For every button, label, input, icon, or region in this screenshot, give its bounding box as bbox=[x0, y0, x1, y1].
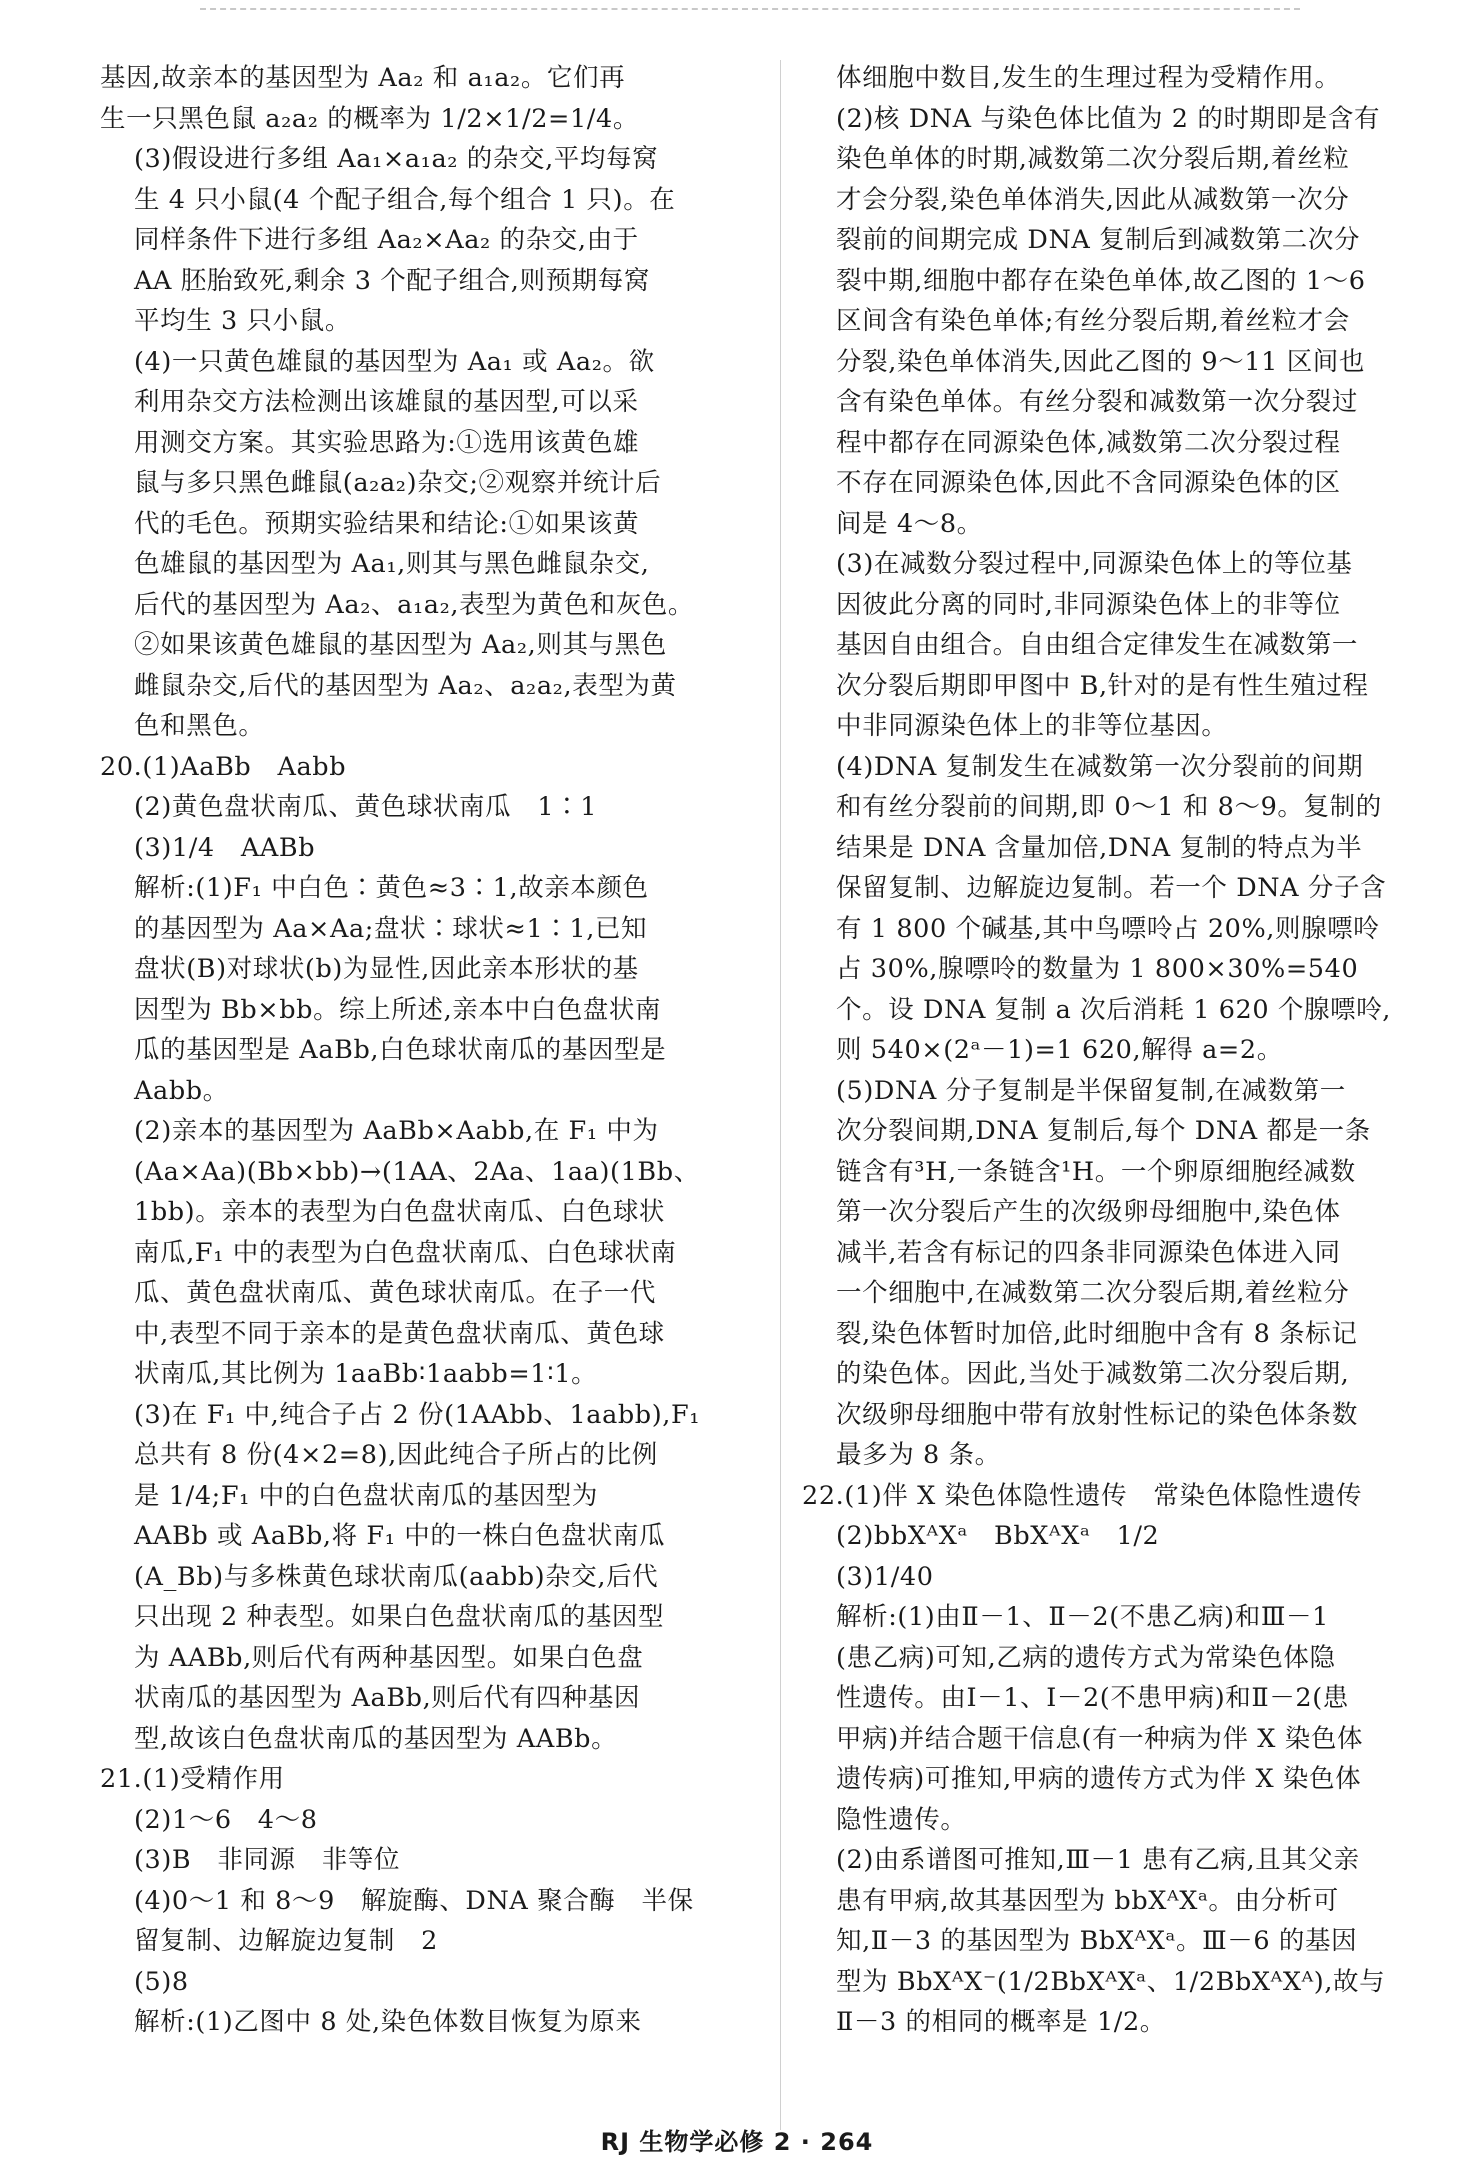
text-line: Aabb。 bbox=[134, 1075, 229, 1106]
text-line: 型,故该白色盘状南瓜的基因型为 AABb。 bbox=[134, 1723, 618, 1754]
text-line: 甲病)并结合题干信息(有一种病为伴 X 染色体 bbox=[836, 1723, 1364, 1754]
text-line: 第一次分裂后产生的次级卵母细胞中,染色体 bbox=[836, 1197, 1341, 1227]
text-line: 一个细胞中,在减数第二次分裂后期,着丝粒分 bbox=[836, 1278, 1350, 1308]
text-line: 区间含有染色单体;有丝分裂后期,着丝粒才会 bbox=[836, 306, 1350, 336]
text-line: (Aa×Aa)(Bb×bb)→(1AA、2Aa、1aa)(1Bb、 bbox=[134, 1156, 700, 1187]
text-line: (2)bbXᴬXᵃ BbXᴬXᵃ 1/2 bbox=[836, 1521, 1160, 1551]
text-line: 个。设 DNA 复制 a 次后消耗 1 620 个腺嘌呤, bbox=[836, 994, 1392, 1025]
text-line: 雌鼠杂交,后代的基因型为 Aa₂、a₂a₂,表型为黄 bbox=[134, 670, 677, 701]
text-line: AABb 或 AaBb,将 F₁ 中的一株白色盘状南瓜 bbox=[134, 1521, 666, 1551]
text-line: 用测交方案。其实验思路为:①选用该黄色雄 bbox=[134, 427, 640, 458]
text-line: (2)由系谱图可推知,Ⅲ－1 患有乙病,且其父亲 bbox=[836, 1845, 1360, 1875]
column-divider bbox=[780, 60, 781, 2130]
text-line: 结果是 DNA 含量加倍,DNA 复制的特点为半 bbox=[836, 832, 1363, 863]
text-line: ②如果该黄色雄鼠的基因型为 Aa₂,则其与黑色 bbox=[134, 630, 667, 660]
text-line: 才会分裂,染色单体消失,因此从减数第一次分 bbox=[836, 184, 1350, 215]
text-line: 因彼此分离的同时,非同源染色体上的非等位 bbox=[836, 589, 1341, 620]
text-line: 后代的基因型为 Aa₂、a₁a₂,表型为黄色和灰色。 bbox=[134, 589, 695, 620]
text-line: 分裂,染色单体消失,因此乙图的 9～11 区间也 bbox=[836, 346, 1365, 377]
text-line: 次分裂后期即甲图中 B,针对的是有性生殖过程 bbox=[836, 670, 1369, 701]
text-line: Ⅱ－3 的相同的概率是 1/2。 bbox=[836, 2007, 1166, 2037]
text-line: 中,表型不同于亲本的是黄色盘状南瓜、黄色球 bbox=[134, 1318, 665, 1349]
text-line: (3)在 F₁ 中,纯合子占 2 份(1AAbb、1aabb),F₁ bbox=[134, 1399, 701, 1430]
text-line: 生一只黑色鼠 a₂a₂ 的概率为 1/2×1/2=1/4。 bbox=[100, 103, 639, 134]
text-line: 留复制、边解旋边复制 2 bbox=[134, 1926, 438, 1956]
text-line: 次分裂间期,DNA 复制后,每个 DNA 都是一条 bbox=[836, 1116, 1371, 1146]
text-line: 裂,染色体暂时加倍,此时细胞中含有 8 条标记 bbox=[836, 1318, 1358, 1349]
text-line: 的染色体。因此,当处于减数第二次分裂后期, bbox=[836, 1359, 1350, 1389]
text-line: AA 胚胎致死,剩余 3 个配子组合,则预期每窝 bbox=[134, 265, 650, 296]
text-line: (2)核 DNA 与染色体比值为 2 的时期即是含有 bbox=[836, 103, 1381, 134]
right-text-column bbox=[802, 58, 1424, 2043]
text-line: 只出现 2 种表型。如果白色盘状南瓜的基因型 bbox=[134, 1602, 665, 1632]
text-line: 隐性遗传。 bbox=[836, 1804, 967, 1835]
text-line: (3)在减数分裂过程中,同源染色体上的等位基 bbox=[836, 549, 1353, 579]
text-line: 则 540×(2ᵃ－1)=1 620,解得 a=2。 bbox=[836, 1035, 1283, 1065]
text-line: 体细胞中数目,发生的生理过程为受精作用。 bbox=[836, 63, 1341, 93]
text-line: 含有染色单体。有丝分裂和减数第一次分裂过 bbox=[836, 387, 1359, 417]
text-line: (4)0～1 和 8～9 解旋酶、DNA 聚合酶 半保 bbox=[134, 1885, 694, 1916]
text-line: (5)8 bbox=[134, 1966, 189, 1997]
text-line: 为 AABb,则后代有两种基因型。如果白色盘 bbox=[134, 1642, 644, 1673]
text-line: 知,Ⅱ－3 的基因型为 BbXᴬXᵃ。Ⅲ－6 的基因 bbox=[836, 1926, 1358, 1956]
text-line: 程中都存在同源染色体,减数第二次分裂过程 bbox=[836, 427, 1341, 458]
text-line: 的基因型为 Aa×Aa;盘状∶球状≈1∶1,已知 bbox=[134, 913, 648, 944]
top-border-line bbox=[200, 8, 1300, 10]
text-line: (3)假设进行多组 Aa₁×a₁a₂ 的杂交,平均每窝 bbox=[134, 144, 659, 174]
text-line: 盘状(B)对球状(b)为显性,因此亲本形状的基 bbox=[134, 954, 639, 984]
text-line: 遗传病)可推知,甲病的遗传方式为伴 X 染色体 bbox=[836, 1764, 1362, 1794]
text-line: 状南瓜,其比例为 1aaBb∶1aabb=1∶1。 bbox=[134, 1359, 598, 1389]
text-line: 20.(1)AaBb Aabb bbox=[100, 751, 347, 782]
text-line: (5)DNA 分子复制是半保留复制,在减数第一 bbox=[836, 1075, 1346, 1106]
text-line: 染色单体的时期,减数第二次分裂后期,着丝粒 bbox=[836, 144, 1350, 174]
text-line: 色雄鼠的基因型为 Aa₁,则其与黑色雌鼠杂交, bbox=[134, 549, 650, 579]
page-footer: RJ 生物学必修 2 · 264 bbox=[600, 2128, 874, 2156]
text-line: 鼠与多只黑色雌鼠(a₂a₂)杂交;②观察并统计后 bbox=[134, 468, 662, 498]
text-line: 和有丝分裂前的间期,即 0～1 和 8～9。复制的 bbox=[836, 792, 1382, 822]
left-text-column bbox=[100, 58, 722, 2043]
text-line: (患乙病)可知,乙病的遗传方式为常染色体隐 bbox=[836, 1642, 1336, 1673]
text-line: (2)黄色盘状南瓜、黄色球状南瓜 1∶1 bbox=[134, 792, 598, 822]
text-line: 链含有³H,一条链含¹H。一个卵原细胞经减数 bbox=[836, 1156, 1356, 1187]
text-line: 占 30%,腺嘌呤的数量为 1 800×30%=540 bbox=[836, 954, 1359, 984]
text-line: 1bb)。亲本的表型为白色盘状南瓜、白色球状 bbox=[134, 1197, 666, 1227]
text-line: 型为 BbXᴬX⁻(1/2BbXᴬXᵃ、1/2BbXᴬXᴬ),故与 bbox=[836, 1966, 1386, 1997]
text-line: 解析:(1)乙图中 8 处,染色体数目恢复为原来 bbox=[134, 2007, 642, 2037]
text-line: 次级卵母细胞中带有放射性标记的染色体条数 bbox=[836, 1399, 1359, 1430]
text-line: 基因,故亲本的基因型为 Aa₂ 和 a₁a₂。它们再 bbox=[100, 63, 626, 93]
text-line: 平均生 3 只小鼠。 bbox=[134, 306, 351, 336]
text-line: 不存在同源染色体,因此不含同源染色体的区 bbox=[836, 468, 1341, 498]
text-line: 21.(1)受精作用 bbox=[100, 1764, 285, 1794]
text-line: (4)DNA 复制发生在减数第一次分裂前的间期 bbox=[836, 751, 1364, 782]
text-line: 代的毛色。预期实验结果和结论:①如果该黄 bbox=[134, 508, 640, 539]
text-line: 是 1/4;F₁ 中的白色盘状南瓜的基因型为 bbox=[134, 1480, 598, 1511]
text-line: 瓜、黄色盘状南瓜、黄色球状南瓜。在子一代 bbox=[134, 1278, 657, 1308]
text-line: 色和黑色。 bbox=[134, 711, 265, 741]
text-line: (3)B 非同源 非等位 bbox=[134, 1845, 401, 1875]
text-line: 解析:(1)由Ⅱ－1、Ⅱ－2(不患乙病)和Ⅲ－1 bbox=[836, 1602, 1329, 1632]
text-line: 解析:(1)F₁ 中白色∶黄色≈3∶1,故亲本颜色 bbox=[134, 873, 649, 903]
text-line: (3)1/40 bbox=[836, 1561, 934, 1592]
text-line: 有 1 800 个碱基,其中鸟嘌呤占 20%,则腺嘌呤 bbox=[836, 913, 1380, 944]
text-line: (2)1～6 4～8 bbox=[134, 1804, 318, 1835]
text-line: 南瓜,F₁ 中的表型为白色盘状南瓜、白色球状南 bbox=[134, 1237, 677, 1268]
text-line: 最多为 8 条。 bbox=[836, 1440, 1001, 1470]
text-line: 减半,若含有标记的四条非同源染色体进入同 bbox=[836, 1237, 1341, 1268]
text-line: 22.(1)伴 X 染色体隐性遗传 常染色体隐性遗传 bbox=[802, 1480, 1363, 1511]
text-line: 同样条件下进行多组 Aa₂×Aa₂ 的杂交,由于 bbox=[134, 225, 639, 255]
text-line: (2)亲本的基因型为 AaBb×Aabb,在 F₁ 中为 bbox=[134, 1116, 659, 1146]
text-line: (4)一只黄色雄鼠的基因型为 Aa₁ 或 Aa₂。欲 bbox=[134, 346, 655, 377]
text-line: 中非同源染色体上的非等位基因。 bbox=[836, 711, 1228, 741]
text-line: 生 4 只小鼠(4 个配子组合,每个组合 1 只)。在 bbox=[134, 184, 676, 215]
text-line: 间是 4～8。 bbox=[836, 508, 983, 539]
text-line: 保留复制、边解旋边复制。若一个 DNA 分子含 bbox=[836, 873, 1387, 903]
text-line: 裂中期,细胞中都存在染色单体,故乙图的 1～6 bbox=[836, 265, 1366, 296]
text-line: 性遗传。由Ⅰ－1、Ⅰ－2(不患甲病)和Ⅱ－2(患 bbox=[836, 1683, 1349, 1713]
text-line: 总共有 8 份(4×2=8),因此纯合子所占的比例 bbox=[134, 1440, 658, 1470]
text-line: (A_Bb)与多株黄色球状南瓜(aabb)杂交,后代 bbox=[134, 1561, 659, 1592]
text-line: 基因自由组合。自由组合定律发生在减数第一 bbox=[836, 630, 1359, 660]
text-line: 裂前的间期完成 DNA 复制后到减数第二次分 bbox=[836, 225, 1361, 255]
text-line: 患有甲病,故其基因型为 bbXᴬXᵃ。由分析可 bbox=[836, 1885, 1339, 1916]
text-line: 状南瓜的基因型为 AaBb,则后代有四种基因 bbox=[134, 1683, 641, 1713]
text-line: 因型为 Bb×bb。综上所述,亲本中白色盘状南 bbox=[134, 994, 662, 1025]
text-line: 利用杂交方法检测出该雄鼠的基因型,可以采 bbox=[134, 387, 639, 417]
text-line: (3)1/4 AABb bbox=[134, 832, 316, 863]
text-line: 瓜的基因型是 AaBb,白色球状南瓜的基因型是 bbox=[134, 1035, 667, 1065]
